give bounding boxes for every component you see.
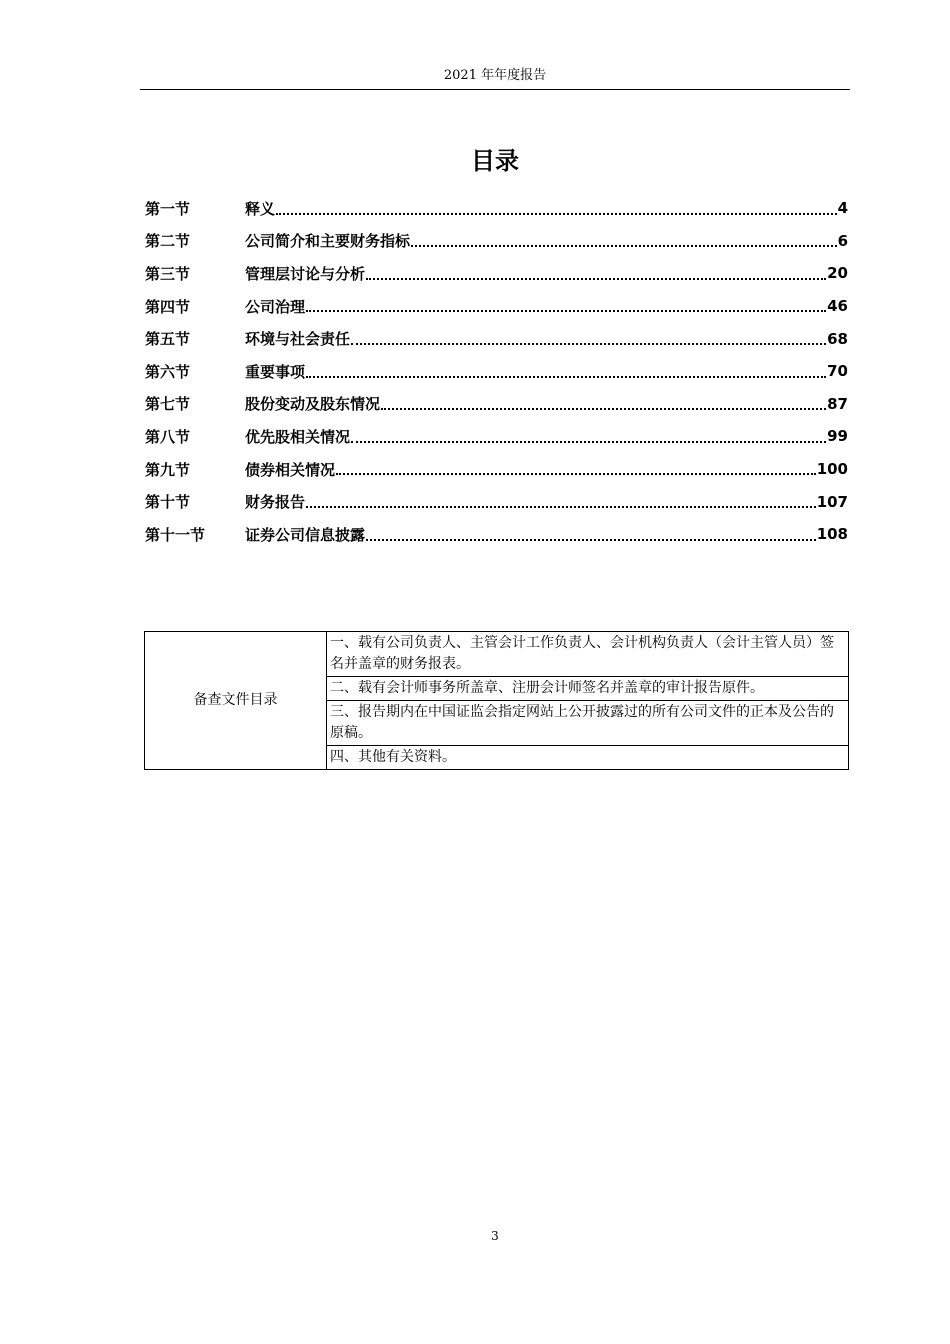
- toc-item[interactable]: [145, 192, 848, 225]
- reference-file-item: 三、报告期内在中国证监会指定网站上公开披露过的所有公司文件的正本及公告的原稿。: [327, 701, 849, 746]
- toc-page-number: 87: [827, 394, 848, 413]
- toc-leader-dots: [351, 343, 826, 345]
- toc-section-title: 释义: [245, 199, 276, 218]
- toc-item[interactable]: [145, 453, 848, 486]
- toc-page-number: 20: [827, 264, 848, 283]
- toc-section-number: 第九节: [145, 460, 191, 479]
- toc-section-number: 第七节: [145, 395, 191, 414]
- toc-leader-dots: [306, 376, 826, 378]
- toc-item[interactable]: [145, 225, 848, 258]
- toc-section-title: 证券公司信息披露: [245, 525, 366, 544]
- toc-section-title: 优先股相关情况: [245, 427, 351, 446]
- toc-section-number: 第六节: [145, 362, 191, 381]
- header-divider: [140, 89, 850, 90]
- toc-section-number: 第一节: [145, 199, 191, 218]
- toc-leader-dots: [306, 506, 816, 508]
- toc-page-number: 4: [837, 199, 848, 218]
- toc-section-title: 环境与社会责任: [245, 330, 351, 349]
- toc-page-number: 99: [827, 427, 848, 446]
- toc-page-number: 70: [827, 362, 848, 381]
- toc-item[interactable]: [145, 355, 848, 388]
- reference-files-label: 备查文件目录: [145, 632, 327, 770]
- toc-section-number: 第二节: [145, 232, 191, 251]
- toc-leader-dots: [351, 441, 826, 443]
- toc-item[interactable]: [145, 420, 848, 453]
- toc-item[interactable]: [145, 518, 848, 551]
- page-number: 3: [491, 1229, 499, 1243]
- toc-leader-dots: [306, 310, 826, 312]
- toc-section-title: 公司简介和主要财务指标: [245, 232, 411, 251]
- toc-item[interactable]: [145, 290, 848, 323]
- toc-leader-dots: [411, 245, 837, 247]
- toc-section-number: 第十节: [145, 493, 191, 512]
- toc-page-number: 6: [837, 231, 848, 250]
- toc-section-number: 第三节: [145, 264, 191, 283]
- toc-section-number: 第五节: [145, 330, 191, 349]
- reference-file-item: 四、其他有关资料。: [327, 746, 849, 770]
- toc-section-title: 财务报告: [245, 493, 306, 512]
- toc-item[interactable]: [145, 257, 848, 290]
- toc-section-title: 债券相关情况: [245, 460, 336, 479]
- toc-page-number: 108: [816, 525, 848, 544]
- toc-leader-dots: [381, 408, 826, 410]
- toc-leader-dots: [366, 278, 826, 280]
- toc-leader-dots: [276, 213, 837, 215]
- toc-section-number: 第四节: [145, 297, 191, 316]
- reference-files-table: [144, 631, 849, 770]
- toc-page-number: 100: [816, 460, 848, 479]
- toc-item[interactable]: [145, 322, 848, 355]
- toc-section-title: 股份变动及股东情况: [245, 395, 381, 414]
- toc-section-number: 第十一节: [145, 525, 206, 544]
- toc-heading: 目录: [471, 147, 519, 175]
- toc-section-number: 第八节: [145, 427, 191, 446]
- toc-page-number: 68: [827, 329, 848, 348]
- toc-section-title: 公司治理: [245, 297, 306, 316]
- toc-section-title: 管理层讨论与分析: [245, 264, 366, 283]
- reference-file-item: 一、载有公司负责人、主管会计工作负责人、会计机构负责人（会计主管人员）签名并盖章的财务报表。: [327, 632, 849, 677]
- toc-section-title: 重要事项: [245, 362, 306, 381]
- toc-leader-dots: [336, 473, 816, 475]
- table-of-contents: [145, 192, 848, 551]
- report-header-title: 2021 年年度报告: [443, 68, 547, 83]
- toc-page-number: 107: [816, 492, 848, 511]
- toc-item[interactable]: [145, 485, 848, 518]
- toc-page-number: 46: [827, 297, 848, 316]
- toc-item[interactable]: [145, 388, 848, 421]
- reference-file-item: 二、载有会计师事务所盖章、注册会计师签名并盖章的审计报告原件。: [327, 677, 849, 701]
- toc-leader-dots: [366, 539, 816, 541]
